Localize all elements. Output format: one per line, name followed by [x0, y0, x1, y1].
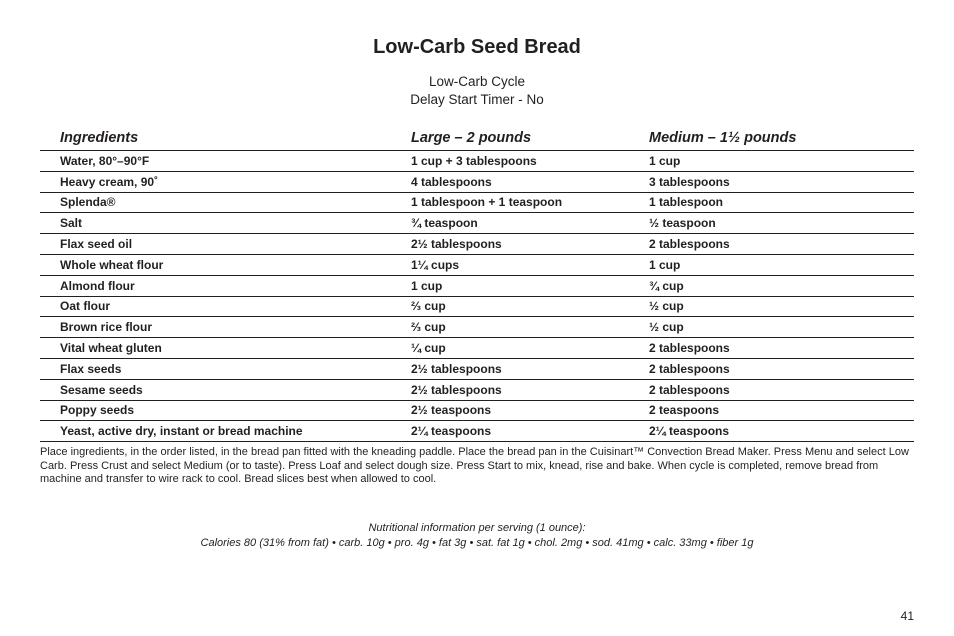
medium-amount-cell: 2 tablespoons	[649, 358, 914, 379]
nutrition-details: Calories 80 (31% from fat) • carb. 10g • pro. 4g • fat 3g • sat. fat 1g • chol. 2mg • sod. 41mg • calc. 33mg • fiber 1g	[200, 537, 754, 549]
large-amount-cell: 1 cup	[411, 275, 649, 296]
ingredient-cell: Heavy cream, 90˚	[40, 171, 411, 192]
cycle-label: Low-Carb Cycle	[428, 74, 526, 89]
page-title: Low-Carb Seed Bread	[373, 36, 581, 58]
large-amount-cell: ¼ cup	[411, 338, 649, 359]
table-row	[40, 317, 914, 338]
ingredient-cell: Vital wheat gluten	[40, 338, 411, 359]
ingredient-cell: Yeast, active dry, instant or bread machine	[40, 421, 411, 442]
medium-amount-cell: 2 tablespoons	[649, 379, 914, 400]
medium-amount-cell: 3 tablespoons	[649, 171, 914, 192]
large-amount-cell: 2½ tablespoons	[411, 234, 649, 255]
large-amount-cell: 1 tablespoon + 1 teaspoon	[411, 192, 649, 213]
medium-amount-cell: 1 cup	[649, 254, 914, 275]
ingredient-cell: Oat flour	[40, 296, 411, 317]
header-medium: Medium – 1½ pounds	[649, 126, 914, 151]
instructions-text: Place ingredients, in the order listed, in the bread pan fitted with the kneading paddle. Place the bread pan in the Cuisinart™ Convection Bread Maker. Press Menu and select Low Carb. Press Crust and select Medium (or to taste). Press Loaf and select dough size. Press Start to mix, knead, rise and bake. When cycle is completed, remove bread from machine and transfer to wire rack to cool. Bread slices best when allowed to cool.	[40, 446, 909, 486]
table-header-row	[40, 126, 914, 151]
nutrition-heading: Nutritional information per serving (1 ounce):	[368, 522, 586, 534]
large-amount-cell: 1 cup + 3 tablespoons	[411, 151, 649, 172]
ingredient-cell: Sesame seeds	[40, 379, 411, 400]
table-row	[40, 171, 914, 192]
medium-amount-cell: 2 tablespoons	[649, 234, 914, 255]
large-amount-cell: 2½ teaspoons	[411, 400, 649, 421]
ingredient-cell: Brown rice flour	[40, 317, 411, 338]
table-row	[40, 358, 914, 379]
large-amount-cell: ⅔ cup	[411, 317, 649, 338]
ingredient-cell: Water, 80°–90°F	[40, 151, 411, 172]
large-amount-cell: ¾ teaspoon	[411, 213, 649, 234]
table-row	[40, 192, 914, 213]
table-row	[40, 151, 914, 172]
large-amount-cell: 2¼ teaspoons	[411, 421, 649, 442]
ingredient-cell: Splenda®	[40, 192, 411, 213]
medium-amount-cell: ½ cup	[649, 317, 914, 338]
table-row	[40, 379, 914, 400]
table-row	[40, 213, 914, 234]
table-body	[40, 151, 914, 442]
ingredient-cell: Whole wheat flour	[40, 254, 411, 275]
medium-amount-cell: 2¼ teaspoons	[649, 421, 914, 442]
large-amount-cell: 1¼ cups	[411, 254, 649, 275]
large-amount-cell: ⅔ cup	[411, 296, 649, 317]
table-row	[40, 275, 914, 296]
table-row	[40, 254, 914, 275]
large-amount-cell: 4 tablespoons	[411, 171, 649, 192]
ingredient-cell: Flax seeds	[40, 358, 411, 379]
medium-amount-cell: 1 tablespoon	[649, 192, 914, 213]
medium-amount-cell: 2 teaspoons	[649, 400, 914, 421]
ingredients-table	[40, 126, 914, 442]
ingredient-cell: Almond flour	[40, 275, 411, 296]
ingredient-cell: Salt	[40, 213, 411, 234]
table-row	[40, 296, 914, 317]
table-row	[40, 338, 914, 359]
delay-start-label: Delay Start Timer - No	[410, 92, 544, 107]
medium-amount-cell: ½ cup	[649, 296, 914, 317]
large-amount-cell: 2½ tablespoons	[411, 379, 649, 400]
medium-amount-cell: 2 tablespoons	[649, 338, 914, 359]
table-row	[40, 234, 914, 255]
medium-amount-cell: ½ teaspoon	[649, 213, 914, 234]
medium-amount-cell: ¾ cup	[649, 275, 914, 296]
ingredient-cell: Flax seed oil	[40, 234, 411, 255]
medium-amount-cell: 1 cup	[649, 151, 914, 172]
header-ingredients: Ingredients	[40, 126, 411, 151]
header-large: Large – 2 pounds	[411, 126, 649, 151]
large-amount-cell: 2½ tablespoons	[411, 358, 649, 379]
page-number: 41	[900, 609, 914, 623]
ingredient-cell: Poppy seeds	[40, 400, 411, 421]
table-row	[40, 421, 914, 442]
table-row	[40, 400, 914, 421]
